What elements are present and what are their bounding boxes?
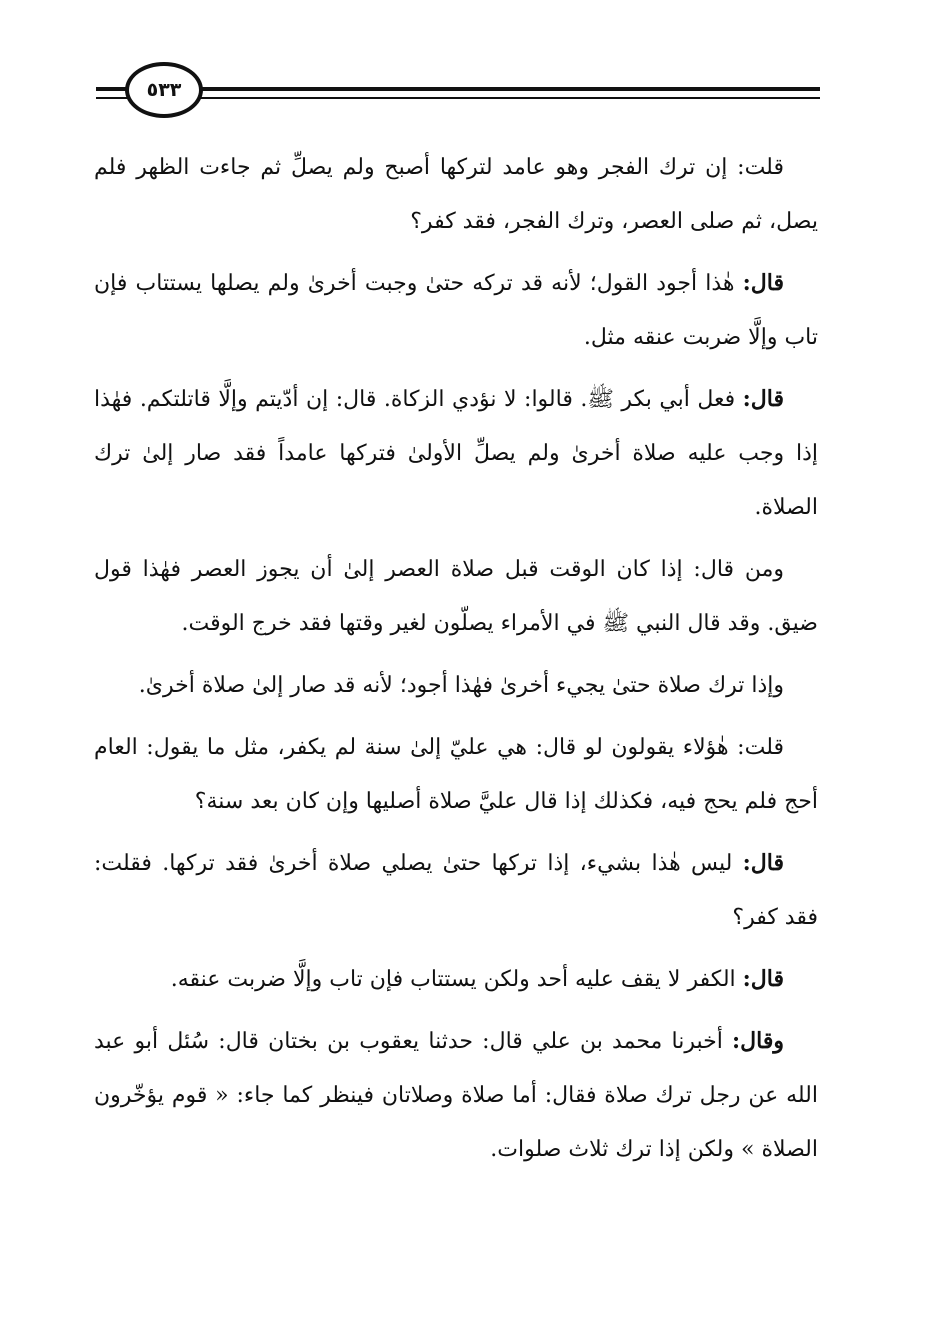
- paragraph-text: أخبرنا محمد بن علي قال: حدثنا يعقوب بن بختان قال: سُئل أبو عبد الله عن رجل ترك صلاة فقال: أما صلاة وصلاتان فينظر كما جاء: « قوم يؤخّرون الصلاة » ولكن إذا ترك ثلاث صلوات.: [94, 1029, 818, 1162]
- speaker-label: قال:: [742, 270, 784, 296]
- paragraph-text: ومن قال: إذا كان الوقت قبل صلاة العصر إلىٰ أن يجوز العصر فهٰذا قول ضيق. وقد قال النبي ﷺ في الأمراء يصلّون لغير وقتها فقد خرج الوقت.: [94, 557, 818, 636]
- paragraph-text: وإذا ترك صلاة حتىٰ يجيء أخرىٰ فهٰذا أجود؛ لأنه قد صار إلىٰ صلاة أخرىٰ.: [138, 673, 784, 698]
- paragraph-text: قلت: هٰؤلاء يقولون لو قال: هي عليّ إلىٰ سنة لم يكفر، مثل ما يقول: العام أحج فلم يحج فيه، فكذلك إذا قال عليَّ صلاة أصليها وإن كان بعد سنة؟: [94, 735, 818, 814]
- paragraph-text: هٰذا أجود القول؛ لأنه قد تركه حتىٰ وجبت أخرىٰ ولم يصلها يستتاب فإن تاب وإلَّا ضربت عنقه مثل.: [94, 271, 818, 350]
- paragraph-text: فعل أبي بكر ﷺ. قالوا: لا نؤدي الزكاة. قال: إن أدّيتم وإلَّا قاتلتكم. فهٰذا إذا وجب عليه صلاة أخرىٰ ولم يصلِّ الأولىٰ فتركها عامداً فقد صار إلىٰ ترك الصلاة.: [94, 387, 818, 520]
- paragraph: [94, 372, 818, 535]
- paragraph-text: الكفر لا يقف عليه أحد ولكن يستتاب فإن تاب وإلَّا ضربت عنقه.: [170, 967, 743, 992]
- speaker-label: وقال:: [732, 1028, 784, 1054]
- page-number-badge: [125, 62, 203, 118]
- speaker-label: قال:: [742, 966, 784, 992]
- text-body: [94, 140, 818, 1177]
- paragraph: [94, 952, 818, 1007]
- paragraph-text: قلت: إن ترك الفجر وهو عامد لتركها أصبح ولم يصلِّ ثم جاءت الظهر فلم يصل، ثم صلى العصر، وترك الفجر، فقد كفر؟: [94, 155, 818, 234]
- speaker-label: قال:: [742, 850, 784, 876]
- paragraph: [94, 658, 818, 713]
- paragraph: [94, 1014, 818, 1177]
- paragraph: [94, 542, 818, 651]
- paragraph: [94, 836, 818, 945]
- header-rule-thin: [96, 97, 820, 99]
- speaker-label: قال:: [742, 386, 784, 412]
- paragraph: [94, 140, 818, 249]
- paragraph: [94, 256, 818, 365]
- page-number: ٥٣٣: [146, 78, 182, 101]
- paragraph: [94, 720, 818, 829]
- paragraph-text: ليس هٰذا بشيء، إذا تركها حتىٰ يصلي صلاة أخرىٰ فقد تركها. فقلت: فقد كفر؟: [94, 851, 818, 930]
- header-rule-thick: [96, 87, 820, 91]
